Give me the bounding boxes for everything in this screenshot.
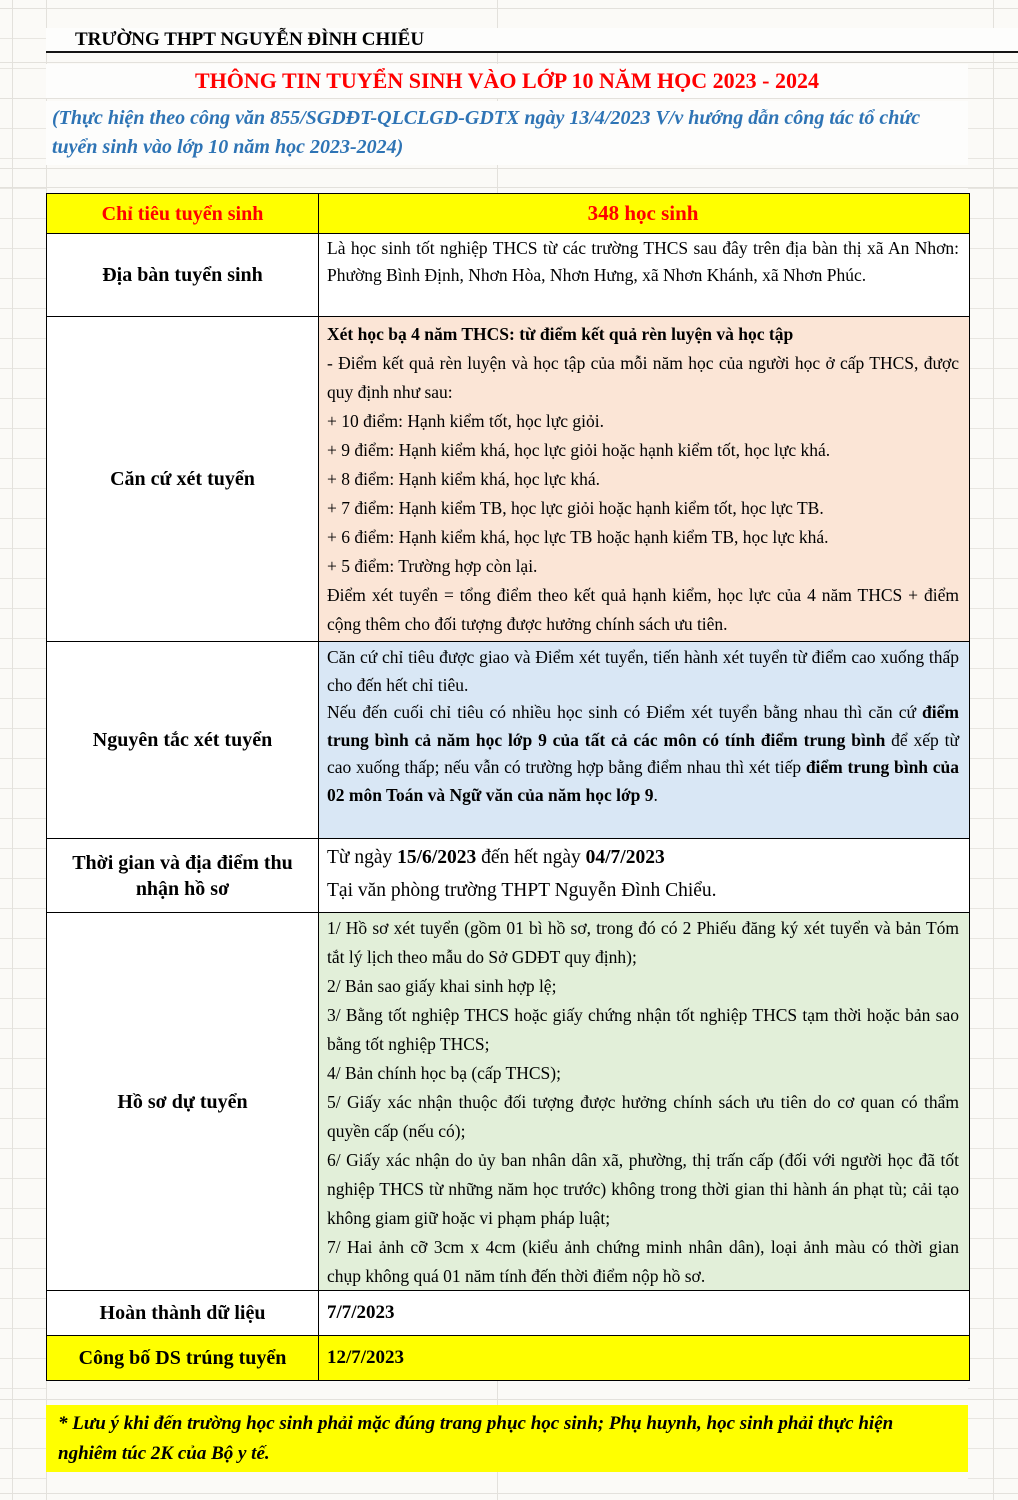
paragraph (327, 841, 959, 874)
principle-text (319, 642, 969, 838)
paragraph: 2/ Bản sao giấy khai sinh hợp lệ; (327, 976, 557, 996)
page-title: THÔNG TIN TUYỂN SINH VÀO LỚP 10 NĂM HỌC 2023 - 2024 (46, 64, 968, 98)
area-text (319, 234, 969, 316)
paragraph: - Điểm kết quả rèn luyện và học tập của mỗi năm học của người học ở cấp THCS, được quy định như sau: (327, 353, 959, 402)
subtitle: (Thực hiện theo công văn 855/SGDĐT-QLCLGD-GDTX ngày 13/4/2023 V/v hướng dẫn công tác tổ chức tuyển sinh vào lớp 10 năm học 2023-2024) (46, 101, 968, 165)
text-run: để xếp từ cao xuống thấp; nếu vẫn có trường hợp bằng điểm nhau thì xét tiếp (327, 729, 959, 777)
paragraph: 6/ Giấy xác nhận do ủy ban nhân dân xã, phường, thị trấn cấp (đối với người học đã tốt nghiệp THCS từ những năm học trước) không trong thời gian thi hành án phạt tù; cải tạo không giam giữ hoặc vi phạm pháp luật; (327, 1150, 959, 1228)
gridline-horizontal (0, 1493, 1018, 1494)
gridline-horizontal (0, 187, 1018, 188)
text-run: Nếu đến cuối chỉ tiêu có nhiều học sinh có Điểm xét tuyển bằng nhau thì căn cứ (327, 702, 923, 722)
paragraph: Tại văn phòng trường THPT Nguyễn Đình Chiểu. (327, 880, 717, 901)
gridline-vertical (12, 0, 13, 1500)
principle-label: Nguyên tắc xét tuyển (47, 642, 319, 838)
paragraph: + 8 điểm: Hạnh kiểm khá, học lực khá. (327, 469, 601, 489)
paragraph: 1/ Hồ sơ xét tuyển (gồm 01 bì hồ sơ, trong đó có 2 Phiếu đăng ký xét tuyển và bản Tóm tắt lý lịch theo mẫu do Sở GDĐT quy định); (327, 918, 959, 967)
row-criteria (47, 317, 969, 642)
admission-table (46, 193, 970, 1381)
paragraph: Điểm xét tuyển = tổng điểm theo kết quả hạnh kiểm, học lực của 4 năm THCS + điểm cộng thêm cho đối tượng được hưởng chính sách ưu tiên. (327, 585, 959, 634)
criteria-label: Căn cứ xét tuyển (47, 317, 319, 641)
criteria-text (319, 317, 969, 641)
left-margin-gridlines (0, 0, 46, 1500)
text-run: . (653, 784, 658, 805)
paragraph: + 9 điểm: Hạnh kiểm khá, học lực giỏi hoặc hạnh kiểm tốt, học lực khá. (327, 440, 831, 460)
paragraph: 4/ Bản chính học bạ (cấp THCS); (327, 1063, 561, 1083)
gridline-horizontal (0, 1399, 1018, 1400)
bold-run: điểm trung bình cả năm học lớp 9 của tất cả các môn có tính điểm trung bình (327, 702, 959, 750)
gridline-horizontal (0, 168, 1018, 169)
time-label: Thời gian và địa điểm thu nhận hồ sơ (47, 839, 319, 912)
data-complete-label: Hoàn thành dữ liệu (47, 1291, 319, 1335)
gridline-horizontal (0, 98, 1018, 99)
paragraph: Là học sinh tốt nghiệp THCS từ các trường THCS sau đây trên địa bàn thị xã An Nhơn: Phường Bình Định, Nhơn Hòa, Nhơn Hưng, xã Nhơn Khánh, xã Nhơn Phúc. (327, 238, 959, 285)
paragraph: + 6 điểm: Hạnh kiểm khá, học lực TB hoặc hạnh kiểm TB, học lực khá. (327, 527, 829, 547)
text-run: đến hết ngày (476, 847, 586, 868)
row-announce-results (47, 1336, 969, 1380)
gridline-horizontal (0, 62, 1018, 63)
row-time (47, 839, 969, 913)
row-data-complete (47, 1291, 969, 1336)
note: * Lưu ý khi đến trường học sinh phải mặc đúng trang phục học sinh; Phụ huynh, học sinh phải thực hiện nghiêm túc 2K của Bộ y tế. (46, 1405, 968, 1472)
documents-items (319, 913, 969, 1290)
school-name: TRƯỜNG THPT NGUYỄN ĐÌNH CHIỂU (46, 28, 1018, 53)
announce-label: Công bố DS trúng tuyển (47, 1336, 319, 1380)
bold-run: 15/6/2023 (397, 847, 477, 868)
row-area (47, 234, 969, 317)
documents-label: Hồ sơ dự tuyển (47, 913, 319, 1290)
paragraph: 5/ Giấy xác nhận thuộc đối tượng được hưởng chính sách ưu tiên do cơ quan có thẩm quyền cấp (nếu có); (327, 1092, 959, 1141)
paragraph: Căn cứ chỉ tiêu được giao và Điểm xét tuyển, tiến hành xét tuyển từ điểm cao xuống thấp cho đến hết chỉ tiêu. (327, 647, 959, 695)
paragraph: + 10 điểm: Hạnh kiểm tốt, học lực giỏi. (327, 411, 604, 431)
paragraph (327, 699, 959, 809)
quota-value: 348 học sinh (587, 201, 699, 225)
paragraph: 7/ Hai ảnh cỡ 3cm x 4cm (kiểu ảnh chứng minh nhân dân), loại ảnh màu có thời gian chụp không quá 01 năm tính đến thời điểm nộp hồ sơ. (327, 1237, 959, 1286)
data-complete-date: 7/7/2023 (327, 1302, 395, 1323)
bold-run: 04/7/2023 (585, 847, 665, 868)
gridline-horizontal (0, 8, 1018, 9)
bold-run: điểm trung bình của 02 môn Toán và Ngữ văn của năm học lớp 9 (327, 757, 959, 805)
paragraph: + 7 điểm: Hạnh kiểm TB, học lực giỏi hoặc hạnh kiểm tốt, học lực TB. (327, 498, 824, 518)
text-run: Từ ngày (327, 847, 398, 868)
paragraph: + 5 điểm: Trường hợp còn lại. (327, 556, 538, 576)
paragraph: 3/ Bằng tốt nghiệp THCS hoặc giấy chứng nhận tốt nghiệp THCS tạm thời hoặc bản sao bằng tốt nghiệp THCS; (327, 1005, 959, 1054)
area-label: Địa bàn tuyển sinh (47, 234, 319, 316)
time-text (319, 839, 969, 912)
row-documents (47, 913, 969, 1291)
criteria-items (327, 349, 959, 639)
row-quota (47, 194, 969, 234)
row-principle (47, 642, 969, 839)
gridline-vertical (993, 0, 994, 1500)
quota-label: Chỉ tiêu tuyển sinh (47, 194, 319, 233)
announce-date: 12/7/2023 (327, 1347, 405, 1368)
criteria-heading: Xét học bạ 4 năm THCS: từ điểm kết quả rèn luyện và học tập (327, 324, 794, 344)
